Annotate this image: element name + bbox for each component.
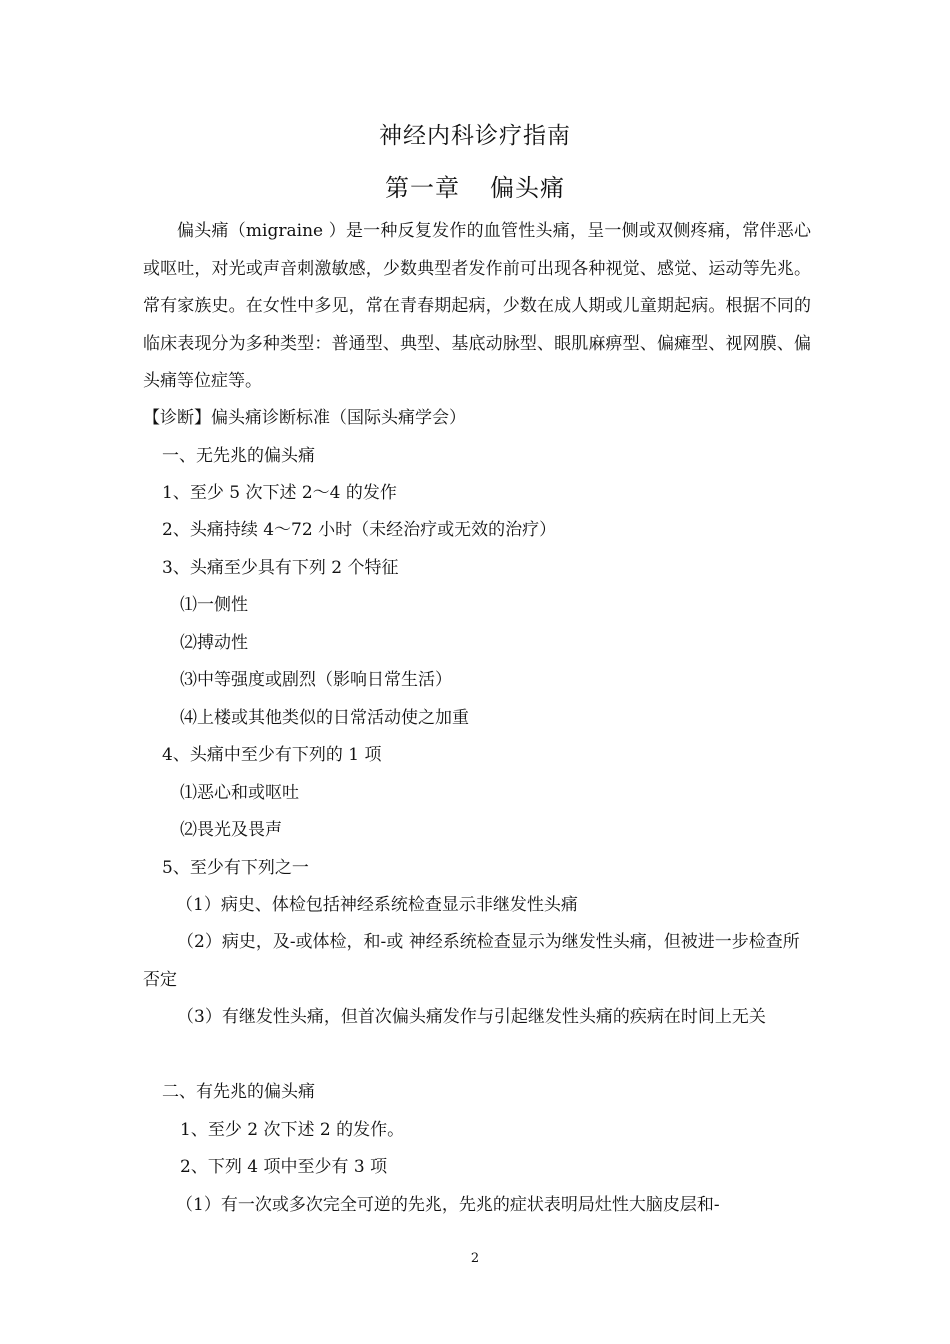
- sub-item-wrapped: （3）有继发性头痛，但首次偏头痛发作与引起继发性头痛的疾病在时间上无关: [177, 1007, 766, 1027]
- sub-item: ⑵搏动性: [180, 633, 248, 653]
- diagnosis-header: 【诊断】偏头痛诊断标准（国际头痛学会）: [143, 408, 466, 428]
- page-number: 2: [470, 1251, 480, 1266]
- list-item: 1、至少 5 次下述 2～4 的发作: [162, 483, 397, 503]
- sub-item: （1）病史、体检包括神经系统检查显示非继发性头痛: [176, 895, 578, 915]
- list-item: 2、头痛持续 4～72 小时（未经治疗或无效的治疗）: [162, 520, 557, 540]
- sub-item: ⑴恶心和或呕吐: [180, 783, 299, 803]
- chapter-title: 偏头痛: [490, 174, 565, 202]
- section-heading: 一、无先兆的偏头痛: [162, 446, 315, 466]
- list-item: 5、至少有下列之一: [162, 858, 309, 878]
- list-item: 1、至少 2 次下述 2 的发作。: [180, 1120, 405, 1140]
- chapter-number: 第一章: [385, 174, 460, 202]
- sub-item: ⑷上楼或其他类似的日常活动使之加重: [180, 708, 469, 728]
- document-title: 神经内科诊疗指南: [379, 123, 571, 149]
- section-heading: 二、有先兆的偏头痛: [162, 1082, 315, 1102]
- list-item: 3、头痛至少具有下列 2 个特征: [162, 558, 399, 578]
- list-item: 4、头痛中至少有下列的 1 项: [162, 745, 382, 765]
- sub-item: ⑶中等强度或剧烈（影响日常生活）: [180, 670, 452, 690]
- chapter-heading: [0, 168, 950, 203]
- sub-item: （1）有一次或多次完全可逆的先兆，先兆的症状表明局灶性大脑皮层和-: [176, 1195, 720, 1215]
- sub-item-wrapped: （2）病史，及-或体检，和-或 神经系统检查显示为继发性头痛，但被进一步检查所否定: [143, 932, 800, 990]
- list-item: 2、下列 4 项中至少有 3 项: [180, 1157, 388, 1177]
- intro-paragraph: 偏头痛（migraine ）是一种反复发作的血管性头痛，呈一侧或双侧疼痛，常伴恶心或呕吐，对光或声音刺激敏感，少数典型者发作前可出现各种视觉、感觉、运动等先兆。常有家族史。在女性中多见，常在青春期起病，少数在成人期或儿童期起病。根据不同的临床表现分为多种类型：普通型、典型、基底动脉型、眼肌麻痹型、偏瘫型、视网膜、偏头痛等位症等。: [143, 221, 811, 391]
- sub-item: ⑵畏光及畏声: [180, 820, 282, 840]
- sub-item: ⑴一侧性: [180, 595, 248, 615]
